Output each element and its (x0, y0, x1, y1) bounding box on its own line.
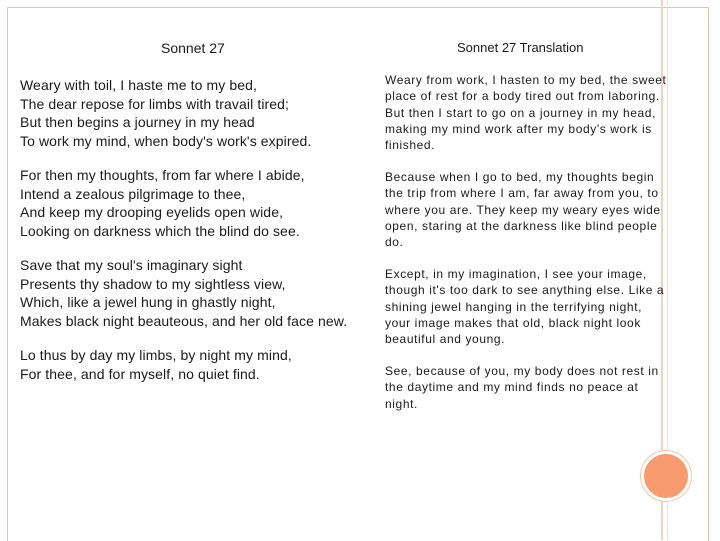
translation-line: do. (385, 235, 404, 250)
translation-line: where you are. They keep my weary eyes wide (385, 202, 661, 217)
translation-line: beautiful and young. (385, 332, 506, 347)
translation-line: night. (385, 396, 418, 411)
translation-line: the daytime and my mind finds no peace at (385, 380, 639, 395)
sonnet-line: To work my mind, when body's work's expired. (20, 132, 312, 149)
translation-line: finished. (385, 138, 436, 153)
translation-line: Because when I go to bed, my thoughts begin (385, 170, 655, 184)
translation-title: Sonnet 27 Translation (457, 40, 584, 55)
stanza-2 (20, 166, 305, 240)
sonnet-line: Intend a zealous pilgrimage to thee, (20, 185, 246, 202)
translation-line: your image makes that old, black night look (385, 315, 641, 330)
sonnet-line: And keep my drooping eyelids open wide, (20, 204, 284, 220)
translation-line: But then I start to go on a journey in my head, (385, 105, 657, 120)
sonnet-line: Lo thus by day my limbs, by night my mind, (20, 347, 292, 363)
translation-line: Weary from work, I hasten to my bed, the sweet (385, 73, 667, 87)
decorative-circle (641, 451, 691, 501)
sonnet-line: But then begins a journey in my head (20, 114, 255, 130)
translation-line: the trip from where I am, far away from you, to (385, 186, 659, 201)
sonnet-line: The dear repose for limbs with travail tired; (20, 95, 290, 112)
sonnet-line: Presents thy shadow to my sightless view, (20, 275, 286, 292)
translation-line: though it's too dark to see anything else. Like a (385, 283, 665, 298)
sonnet-title: Sonnet 27 (161, 40, 225, 56)
sonnet-line: Which, like a jewel hung in ghastly night, (20, 294, 276, 310)
translation-line: open, staring at the darkness like blind people (385, 218, 658, 233)
sonnet-line: Makes black night beauteous, and her old face new. (20, 312, 348, 329)
translation-paragraph-3 (385, 266, 675, 347)
sonnet-line: For then my thoughts, from far where I abide, (20, 167, 305, 183)
stanza-1 (20, 76, 311, 150)
translation-paragraph-1 (385, 72, 675, 153)
sonnet-line: Looking on darkness which the blind do see. (20, 222, 300, 239)
translation-paragraph-2 (385, 169, 675, 250)
sonnet-line: For thee, and for myself, no quiet find. (20, 365, 260, 382)
translation-line: shining jewel hanging in the terrifying night, (385, 299, 643, 314)
couplet (20, 346, 292, 383)
sonnet-line: Save that my soul's imaginary sight (20, 257, 243, 273)
translation-line: See, because of you, my body does not rest in (385, 364, 659, 378)
stanza-3 (20, 256, 347, 330)
translation-line: making my mind work after my body's work is (385, 121, 652, 136)
translation-line: place of rest for a body tired out from laboring. (385, 89, 660, 104)
translation-paragraph-4 (385, 363, 675, 412)
sonnet-line: Weary with toil, I haste me to my bed, (20, 77, 257, 93)
translation-line: Except, in my imagination, I see your image, (385, 267, 647, 281)
